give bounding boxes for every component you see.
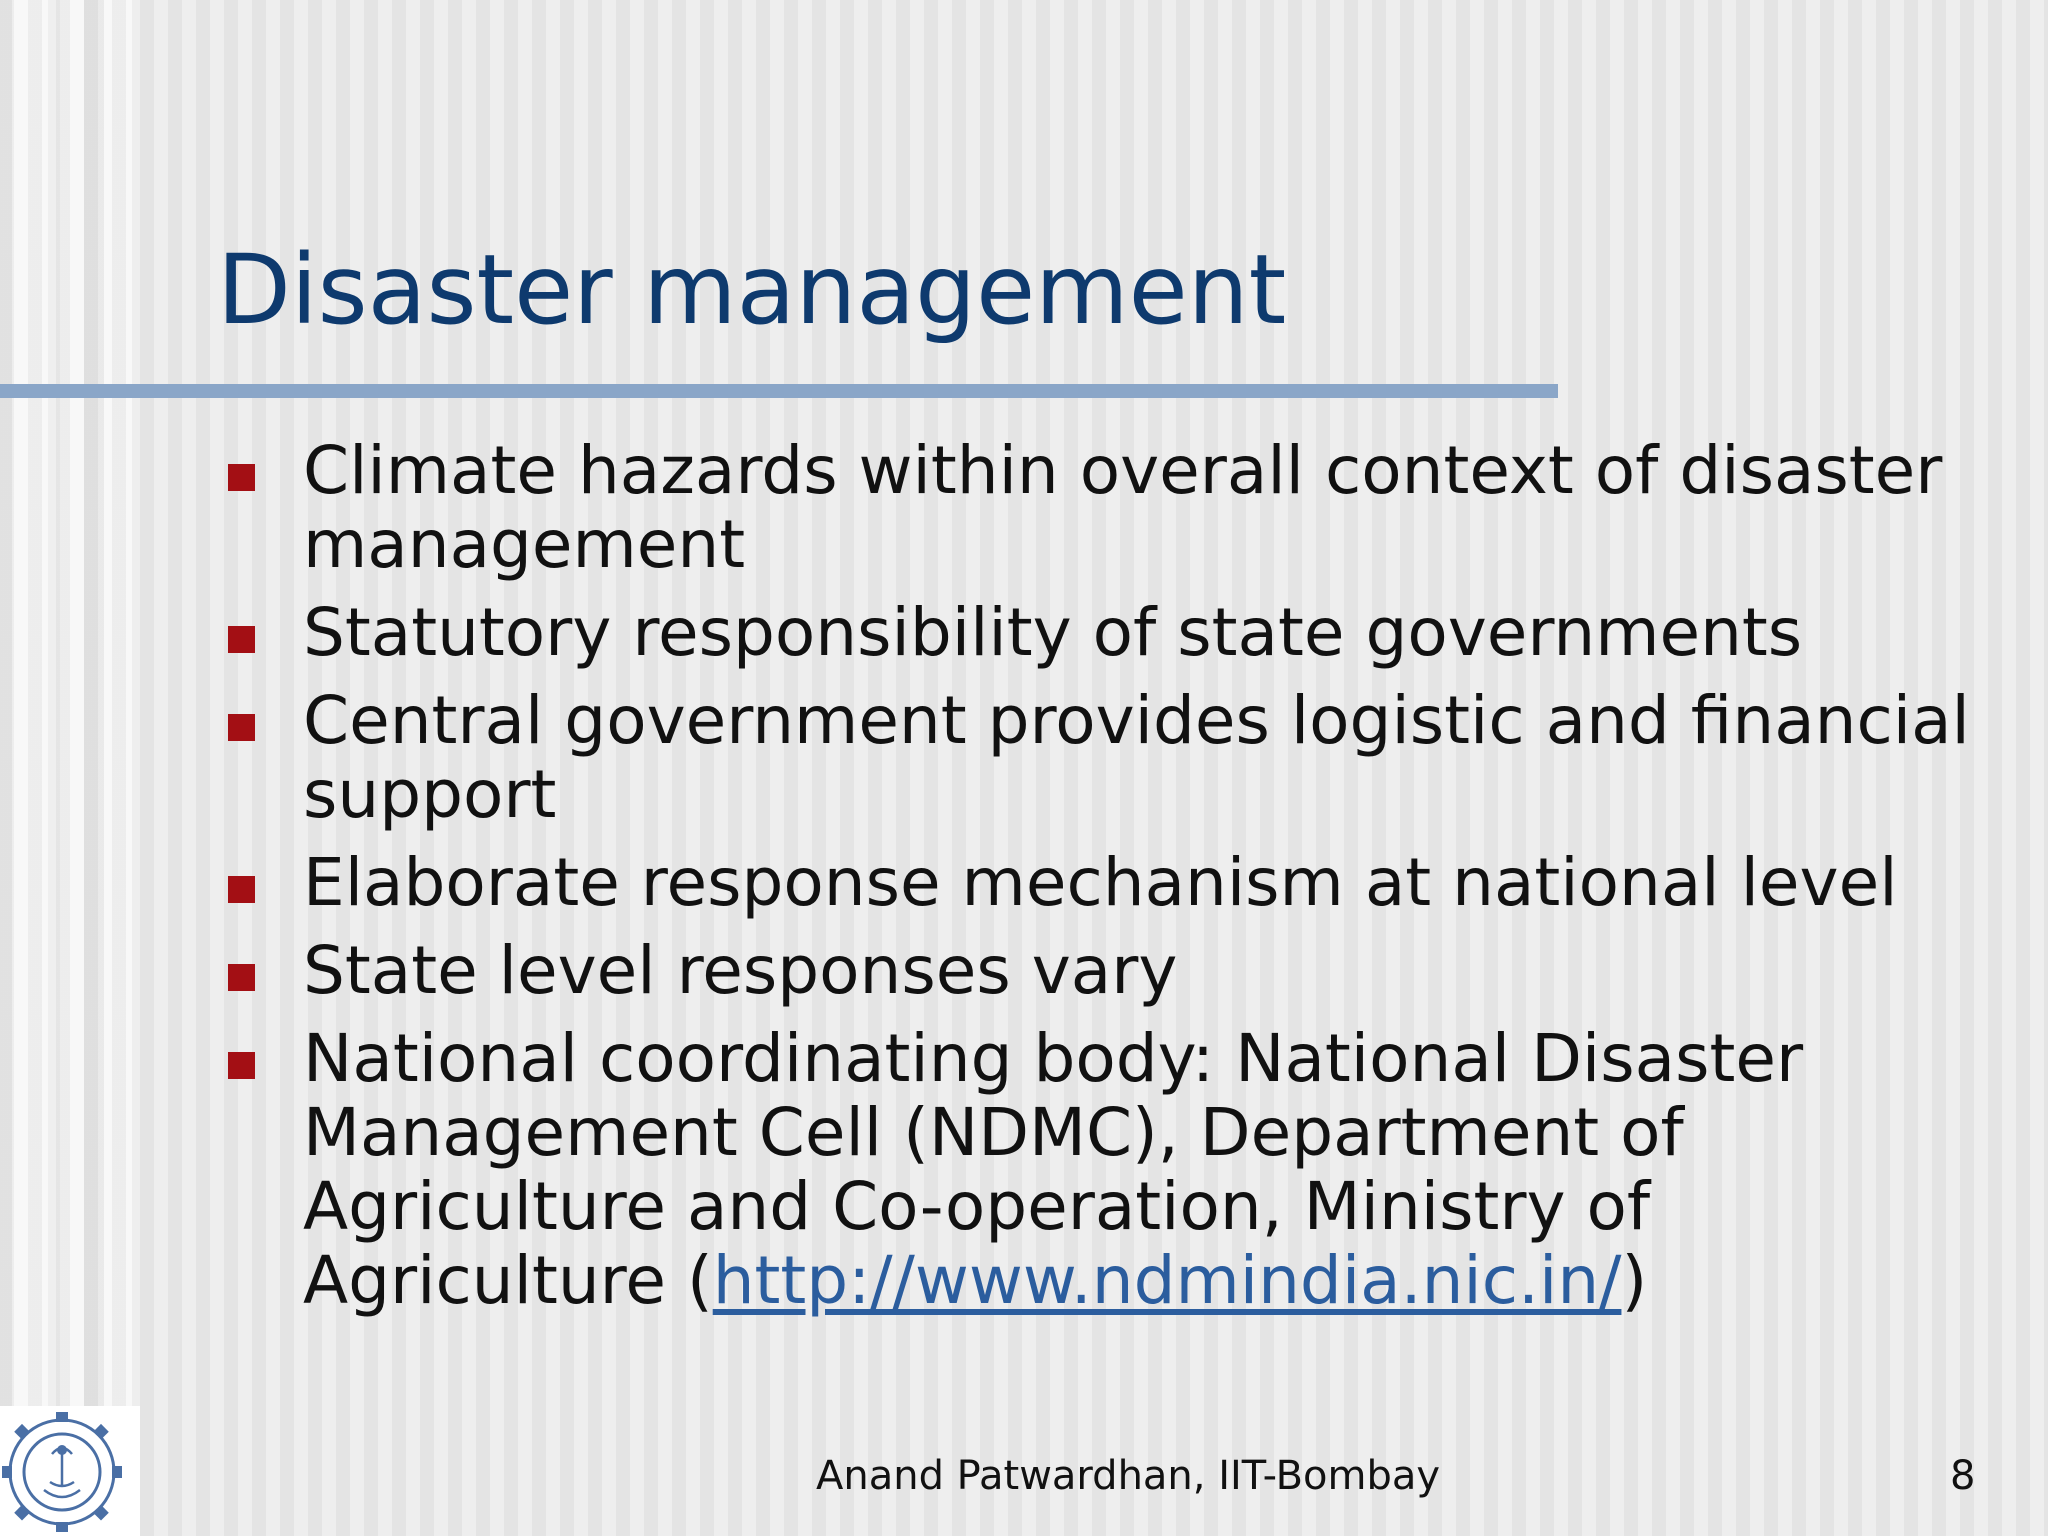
square-bullet-icon: [228, 1052, 255, 1079]
bullet-text: [303, 1020, 1803, 1319]
institute-seal-icon: [0, 1406, 140, 1536]
bullet-item: [228, 434, 2018, 582]
bullet-text: Elaborate response mechanism at national level: [303, 844, 1898, 921]
bullet-text: Statutory responsibility of state governments: [303, 594, 1803, 671]
ndmc-website-link[interactable]: http://www.ndmindia.nic.in/: [712, 1242, 1622, 1319]
square-bullet-icon: [228, 876, 255, 903]
bullet-item: [228, 934, 2018, 1008]
bullet-text-lead: National coordinating body: National Disaster Management Cell (NDMC), Department of Agriculture and Co-operation, Ministry of Agriculture (: [303, 1020, 1804, 1319]
square-bullet-icon: [228, 714, 255, 741]
bullet-item: [228, 1022, 2018, 1318]
bullet-list: [228, 434, 2018, 1332]
slide-title: Disaster management: [217, 234, 1287, 346]
bullet-text: State level responses vary: [303, 932, 1178, 1009]
bullet-text: Central government provides logistic and financial support: [303, 682, 1970, 833]
square-bullet-icon: [228, 964, 255, 991]
bullet-item: [228, 846, 2018, 920]
square-bullet-icon: [228, 626, 255, 653]
footer-author: Anand Patwardhan, IIT-Bombay: [816, 1453, 1441, 1499]
square-bullet-icon: [228, 464, 255, 491]
bullet-item: [228, 596, 2018, 670]
bullet-text-suffix: ): [1621, 1242, 1648, 1319]
page-number: 8: [1950, 1453, 1976, 1499]
title-underline-rule: [0, 384, 1558, 398]
bullet-text: Climate hazards within overall context of disaster management: [303, 432, 1943, 583]
bullet-item: [228, 684, 2018, 832]
